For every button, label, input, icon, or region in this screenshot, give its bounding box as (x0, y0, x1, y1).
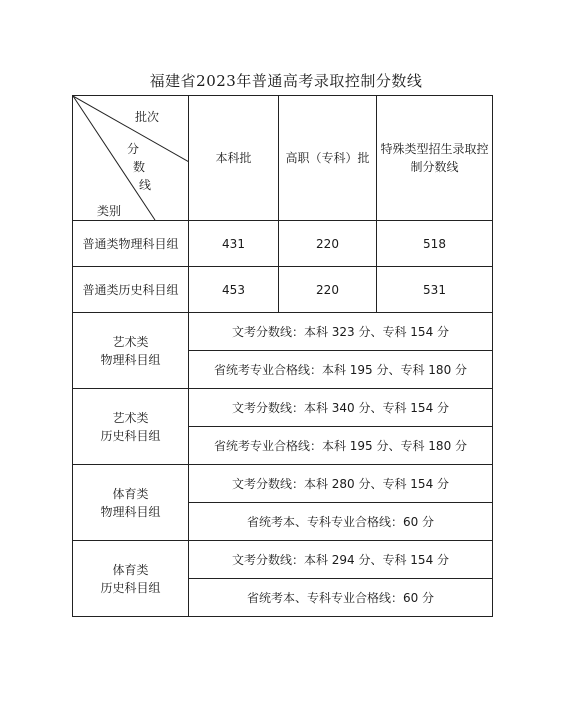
header-special-line1: 特殊类型招生录取控 (380, 142, 489, 156)
vocational-score: 220 (279, 267, 377, 313)
category-line2: 历史科目组 (100, 428, 161, 443)
professional-pass-line: 省统考专业合格线：本科 195 分、专科 180 分 (189, 427, 493, 465)
header-bachelor: 本科批 (189, 96, 279, 221)
category-line1: 艺术类 (112, 410, 149, 425)
diag-label-score-1: 分 (127, 142, 140, 156)
score-table (72, 95, 493, 617)
culture-score-line: 文考分数线：本科 280 分、专科 154 分 (189, 465, 493, 503)
category-line1: 体育类 (112, 486, 149, 501)
special-score: 518 (377, 221, 493, 267)
culture-score-line: 文考分数线：本科 340 分、专科 154 分 (189, 389, 493, 427)
diagonal-header-cell (73, 96, 189, 221)
table-row (73, 465, 493, 503)
bachelor-score: 453 (189, 267, 279, 313)
category-cell (73, 313, 189, 389)
header-vocational: 高职（专科）批 (279, 96, 377, 221)
category-line1: 艺术类 (112, 334, 149, 349)
category-line1: 体育类 (112, 562, 149, 577)
culture-score-line: 文考分数线：本科 294 分、专科 154 分 (189, 541, 493, 579)
category-line2: 物理科目组 (100, 352, 161, 367)
diagonal-lines (73, 96, 189, 220)
professional-pass-line: 省统考专业合格线：本科 195 分、专科 180 分 (189, 351, 493, 389)
category-cell (73, 389, 189, 465)
table-row (73, 313, 493, 351)
header-special-line2: 制分数线 (410, 160, 459, 174)
professional-pass-line: 省统考本、专科专业合格线：60 分 (189, 579, 493, 617)
diag-label-batch: 批次 (135, 110, 160, 124)
bachelor-score: 431 (189, 221, 279, 267)
table-row (73, 541, 493, 579)
special-score: 531 (377, 267, 493, 313)
vocational-score: 220 (279, 221, 377, 267)
diag-label-score-2: 数 (133, 160, 146, 174)
header-row (73, 96, 493, 221)
page-title: 福建省2023年普通高考录取控制分数线 (149, 72, 423, 90)
professional-pass-line: 省统考本、专科专业合格线：60 分 (189, 503, 493, 541)
category-line2: 历史科目组 (100, 580, 161, 595)
category-cell: 普通类物理科目组 (73, 221, 189, 267)
diag-label-score-3: 线 (139, 178, 152, 192)
category-cell (73, 541, 189, 617)
table-row (73, 267, 493, 313)
category-cell (73, 465, 189, 541)
culture-score-line: 文考分数线：本科 323 分、专科 154 分 (189, 313, 493, 351)
diag-label-category: 类别 (97, 204, 122, 218)
category-line2: 物理科目组 (100, 504, 161, 519)
table-row (73, 221, 493, 267)
category-cell: 普通类历史科目组 (73, 267, 189, 313)
header-special (377, 96, 493, 221)
table-row (73, 389, 493, 427)
